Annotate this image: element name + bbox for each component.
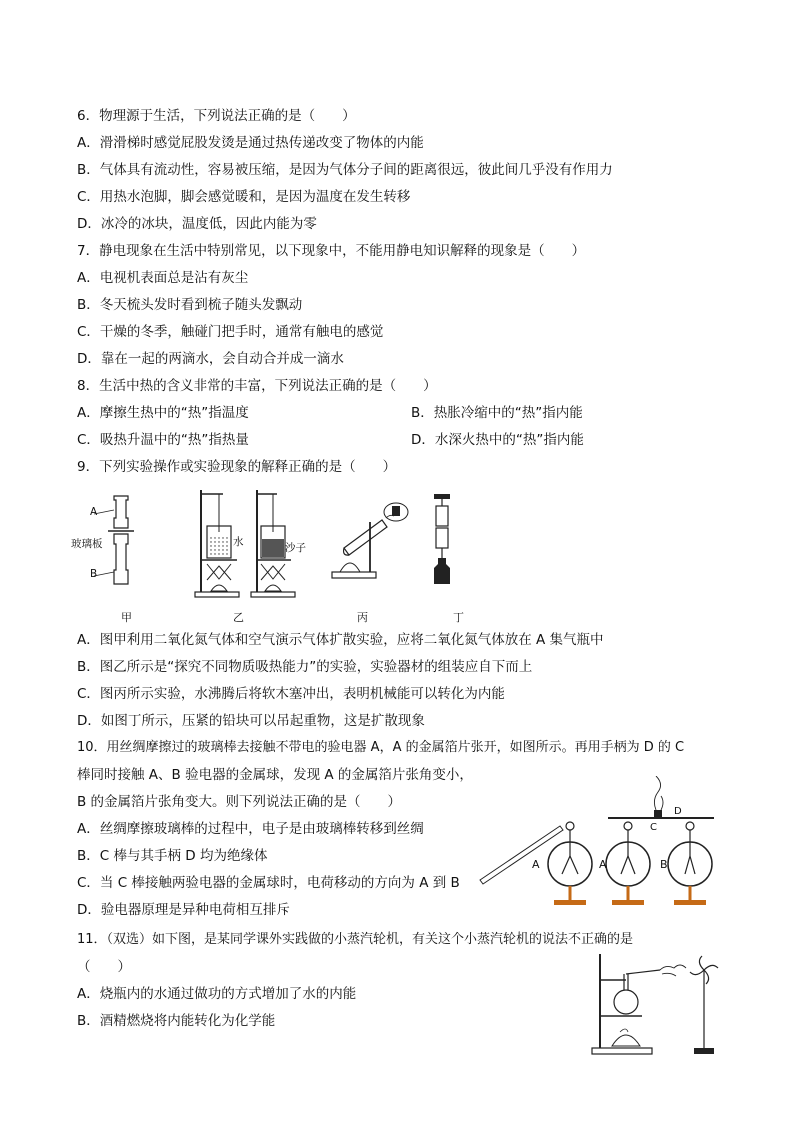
- q11-option-b: B．酒精燃烧将内能转化为化学能: [77, 1013, 276, 1029]
- fig-q10-label-a2: A: [599, 858, 607, 871]
- q10-stem-line1: 10．用丝绸摩擦过的玻璃棒去接触不带电的验电器 A，A 的金属箔片张开，如图所示。再用手柄为 D 的 C: [77, 740, 685, 755]
- q7-option-b: B．冬天梳头发时看到梳子随头发飘动: [77, 297, 303, 313]
- q6-option-c: C．用热水泡脚，脚会感觉暖和，是因为温度在发生转移: [77, 189, 411, 205]
- figure-bing-test-tube: [330, 496, 416, 582]
- q7-option-a: A．电视机表面总是沾有灰尘: [77, 270, 249, 286]
- q8-option-d: D．水深火热中的“热”指内能: [411, 432, 584, 448]
- q10-option-b: B．C 棒与其手柄 D 均为绝缘体: [77, 848, 268, 864]
- fig-yi-label-sand: 沙子: [285, 542, 306, 554]
- q6-option-a: A．滑滑梯时感觉屁股发烫是通过热传递改变了物体的内能: [77, 135, 424, 151]
- q10-stem-line2: 棒同时接触 A、B 验电器的金属球，发现 A 的金属箔片张角变小，: [77, 767, 473, 783]
- fig-jia-label-glass: 玻璃板: [71, 538, 103, 550]
- fig-q10-label-d: D: [674, 806, 682, 817]
- q11-stem-line2: （ ）: [77, 959, 131, 975]
- fig-q10-label-c: C: [650, 822, 657, 833]
- q10-option-a: A．丝绸摩擦玻璃棒的过程中，电子是由玻璃棒转移到丝绸: [77, 821, 424, 837]
- figure-jia-gas-jars: [71, 490, 160, 600]
- figure-q11-steam-turbine: [590, 950, 722, 1058]
- q7-stem: 7．静电现象在生活中特别常见，以下现象中，不能用静电知识解释的现象是（ ）: [77, 243, 586, 259]
- figure-ding-lead-blocks: [430, 492, 454, 588]
- q7-option-d: D．靠在一起的两滴水，会自动合并成一滴水: [77, 351, 344, 367]
- fig-q10-label-b: B: [660, 858, 668, 871]
- q11-stem-line1: 11．（双选）如下图，是某同学课外实践做的小蒸汽轮机，有关这个小蒸汽轮机的说法不正确的是: [77, 932, 634, 947]
- q11-option-a: A．烧瓶内的水通过做功的方式增加了水的内能: [77, 986, 357, 1002]
- figure-q10-electroscopes: [478, 776, 730, 912]
- fig-q10-label-a1: A: [532, 858, 540, 871]
- fig-jia-label-a: A: [90, 506, 98, 518]
- q6-option-d: D．冰冷的冰块，温度低，因此内能为零: [77, 216, 317, 232]
- q7-option-c: C．干燥的冬季，触碰门把手时，通常有触电的感觉: [77, 324, 384, 340]
- q8-stem: 8．生活中热的含义非常的丰富，下列说法正确的是（ ）: [77, 378, 437, 394]
- q9-option-c: C．图丙所示实验，水沸腾后将软木塞冲出，表明机械能可以转化为内能: [77, 686, 505, 702]
- q9-option-d: D．如图丁所示，压紧的铅块可以吊起重物，这是扩散现象: [77, 713, 425, 729]
- q8-option-b: B．热胀冷缩中的“热”指内能: [411, 405, 583, 421]
- figure-yi-heating-setup: [193, 484, 306, 602]
- q10-stem-line3: B 的金属箔片张角变大。则下列说法正确的是（ ）: [77, 794, 402, 810]
- fig-caption-jia: 甲: [121, 611, 132, 624]
- q8-option-a: A．摩擦生热中的“热”指温度: [77, 405, 249, 421]
- fig-caption-yi: 乙: [233, 611, 244, 624]
- q9-option-a: A．图甲利用二氧化氮气体和空气演示气体扩散实验，应将二氧化氮气体放在 A 集气瓶中: [77, 632, 604, 648]
- q6-stem: 6．物理源于生活，下列说法正确的是（ ）: [77, 108, 356, 124]
- q6-option-b: B．气体具有流动性，容易被压缩，是因为气体分子间的距离很远，彼此间几乎没有作用力: [77, 162, 613, 178]
- q8-option-c: C．吸热升温中的“热”指热量: [77, 432, 249, 448]
- fig-yi-label-water: 水: [233, 536, 244, 548]
- q9-stem: 9．下列实验操作或实验现象的解释正确的是（ ）: [77, 459, 397, 475]
- q10-option-c: C．当 C 棒接触两验电器的金属球时，电荷移动的方向为 A 到 B: [77, 875, 460, 891]
- fig-caption-ding: 丁: [453, 611, 464, 624]
- q9-option-b: B．图乙所示是“探究不同物质吸热能力”的实验，实验器材的组装应自下而上: [77, 659, 533, 675]
- fig-jia-label-b: B: [90, 568, 98, 580]
- q10-option-d: D．验电器原理是异种电荷相互排斥: [77, 902, 290, 918]
- fig-caption-bing: 丙: [357, 611, 368, 624]
